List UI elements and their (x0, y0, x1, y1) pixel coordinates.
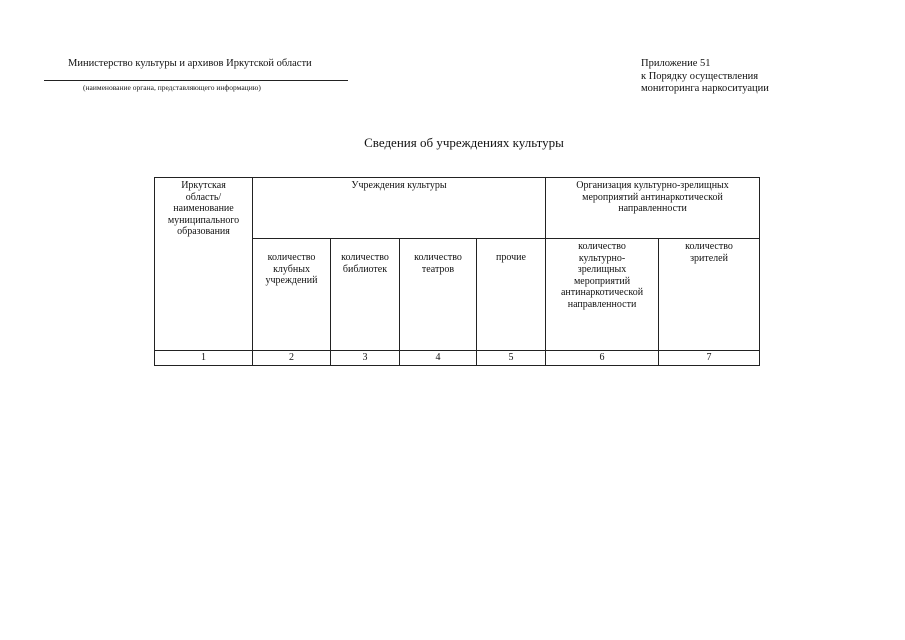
header-events-count: количество культурно- зрелищных мероприятий антинаркотической направленности (546, 239, 659, 351)
organization-name: Министерство культуры и архивов Иркутской области (68, 58, 312, 69)
report-table (154, 177, 760, 366)
header-spectators: количество зрителей (659, 239, 760, 351)
column-number: 2 (253, 351, 331, 366)
document-title: Сведения об учреждениях культуры (364, 135, 564, 150)
appendix-line: мониторинга наркоситуации (641, 83, 769, 94)
appendix-line: к Порядку осуществления (641, 70, 759, 82)
organization-caption: (наименование органа, представляющего информацию) (83, 83, 261, 92)
column-number: 6 (546, 351, 659, 366)
header-region: Иркутская область/ наименование муниципального образования (155, 178, 253, 351)
header-theatres: количество театров (400, 239, 477, 351)
column-number: 1 (155, 351, 253, 366)
header-clubs: количество клубных учреждений (253, 239, 331, 351)
table-header-row (155, 178, 760, 239)
organization-underline (44, 80, 348, 81)
header-libraries: количество библиотек (331, 239, 400, 351)
column-number: 4 (400, 351, 477, 366)
column-number: 5 (477, 351, 546, 366)
column-number-row (155, 351, 760, 366)
header-other: прочие (477, 239, 546, 351)
column-number: 7 (659, 351, 760, 366)
appendix-note (641, 58, 769, 96)
header-events-group: Организация культурно-зрелищных мероприятий антинаркотической направленности (546, 178, 760, 239)
column-number: 3 (331, 351, 400, 366)
header-culture-institutions: Учреждения культуры (253, 178, 546, 239)
appendix-line: Приложение 51 (641, 58, 711, 69)
